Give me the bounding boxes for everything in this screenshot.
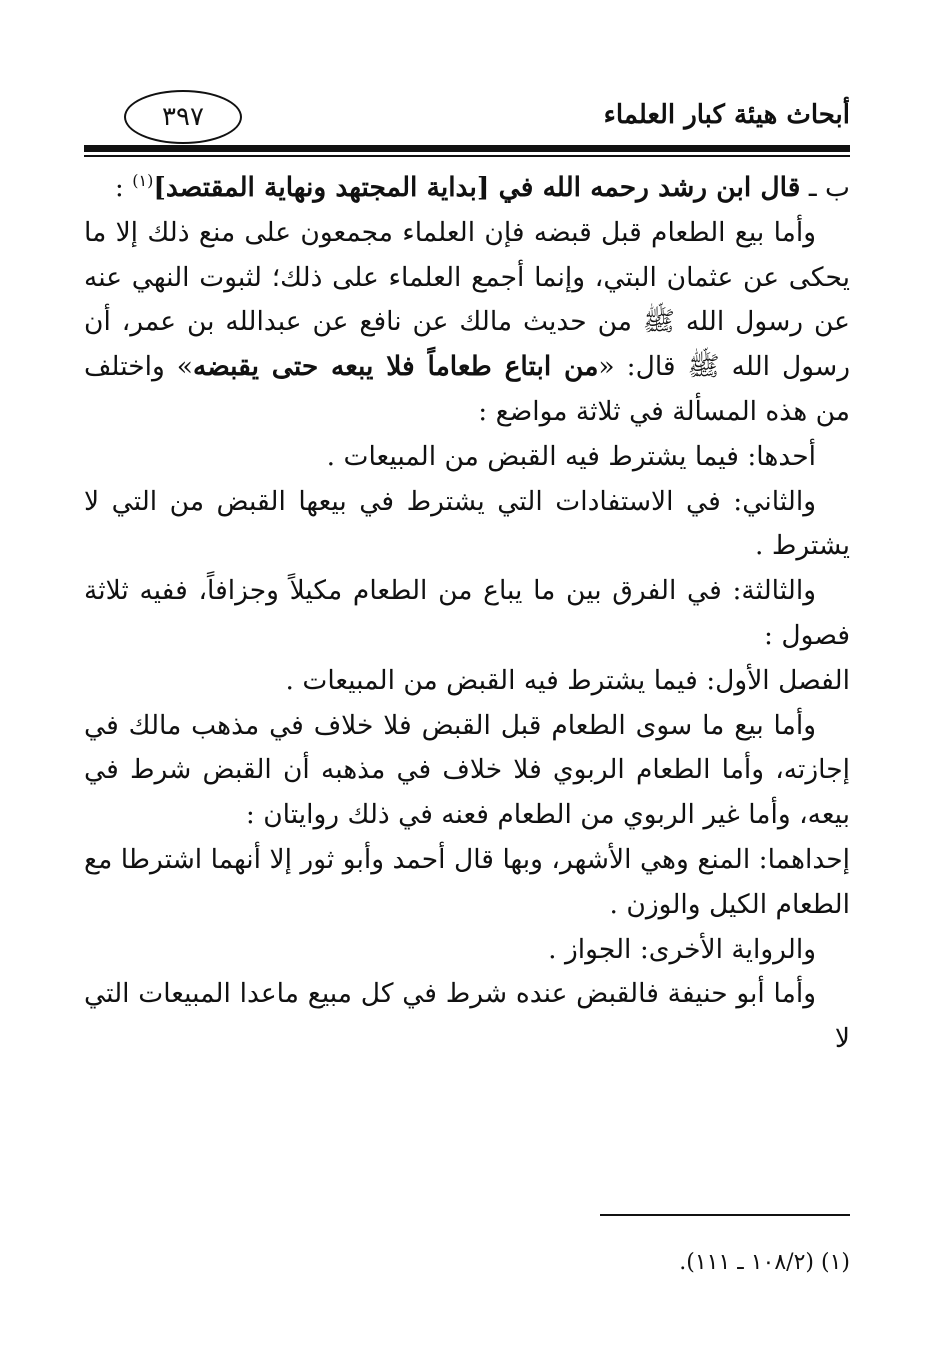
- body-text: [84, 166, 850, 1062]
- paragraph-second-point: والثاني: في الاستفادات التي يشترط في بيعها القبض من التي لا يشترط .: [84, 485, 850, 562]
- paragraph-first-point: أحدها: فيما يشترط فيه القبض من المبيعات .: [326, 440, 816, 472]
- paragraph-text-after: » واختلف من هذه المسألة في ثلاثة مواضع :: [84, 351, 850, 427]
- footnote-rule: [600, 1214, 850, 1216]
- paragraph-maliki-view: وأما بيع ما سوى الطعام قبل القبض فلا خلاف في مذهب مالك في إجازته، وأما الطعام الربوي فلا خلاف في مذهبه أن القبض شرط في بيعه، وأما غير الربوي من الطعام فعنه في ذلك روايتان :: [84, 709, 850, 831]
- source-title: قال ابن رشد رحمه الله في [بداية المجتهد ونهاية المقتصد]: [153, 172, 801, 203]
- paragraph-source-heading: [84, 166, 850, 211]
- paragraph-third-point: والثالثة: في الفرق بين ما يباع من الطعام مكيلاً وجزافاً، ففيه ثلاثة فصول :: [84, 575, 850, 651]
- page-number-oval: [124, 90, 242, 144]
- hadith-quote: من ابتاع طعاماً فلا يبعه حتى يقبضه: [192, 351, 599, 383]
- paragraph-text: وأما بيع الطعام قبل قبضه فإن العلماء مجمعون على منع ذلك إلا ما يحكى عن عثمان البتي، وإنما أجمع العلماء على ذلك؛ لثبوت النهي عنه عن رسول الله ﷺ من حديث مالك عن نافع عن عبدالله بن عمر، أن رسول الله ﷺ قال: «: [84, 216, 850, 383]
- page-header: [84, 78, 850, 158]
- page-number: ٣٩٧: [162, 102, 204, 132]
- footnote: (١) (١٠٨/٢ ـ ١١١).: [679, 1250, 850, 1275]
- source-suffix: :: [114, 172, 133, 203]
- paragraph-section-one: الفصل الأول: فيما يشترط فيه القبض من المبيعات .: [285, 664, 850, 696]
- paragraph-second-narration: والرواية الأخرى: الجواز .: [548, 933, 816, 965]
- paragraph-hanafi-view: وأما أبو حنيفة فالقبض عنده شرط في كل مبيع ماعدا المبيعات التي لا: [84, 978, 850, 1055]
- paragraph-hadith: [84, 211, 850, 435]
- footnote-reference: (١): [132, 171, 154, 191]
- running-title: أبحاث هيئة كبار العلماء: [603, 100, 850, 130]
- paragraph-first-narration: إحداهما: المنع وهي الأشهر، وبها قال أحمد وأبو ثور إلا أنهما اشترطا مع الطعام الكيل والوزن .: [84, 843, 850, 920]
- header-rule-thick: [84, 145, 850, 152]
- source-prefix: ب ـ: [800, 172, 850, 203]
- header-rule-thin: [84, 155, 850, 157]
